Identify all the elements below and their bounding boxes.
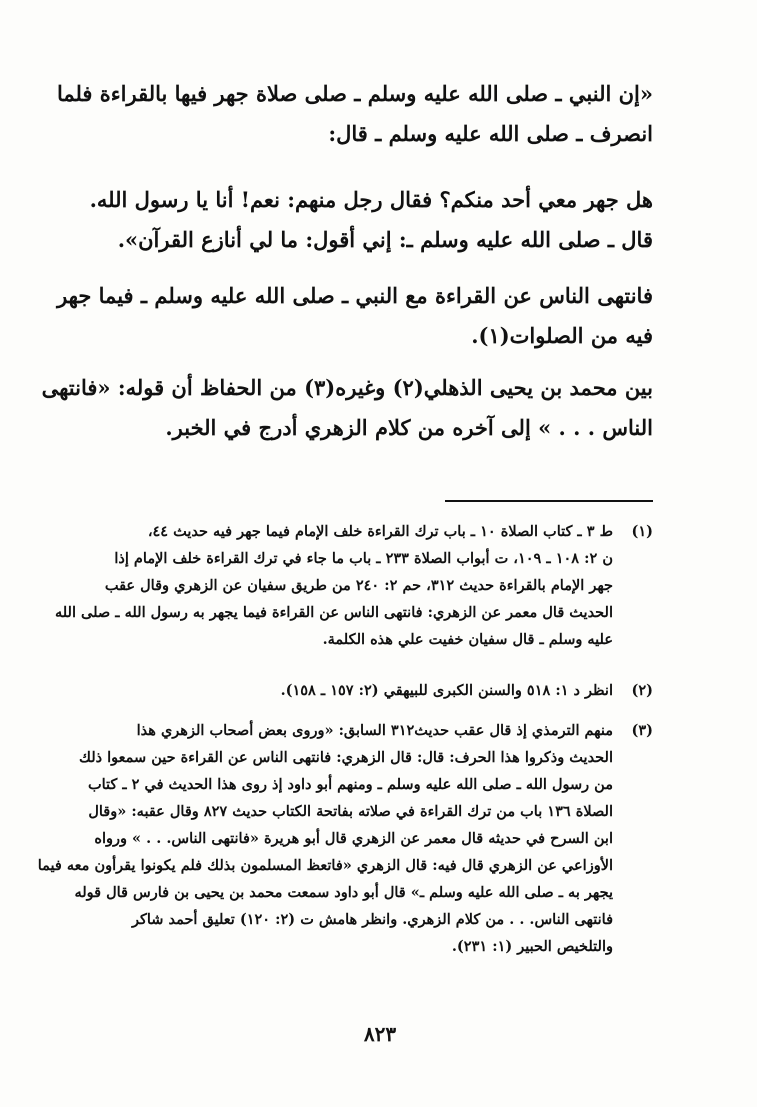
- footnote-line: ابن السرح في حديثه قال معمر عن الزهري قال أبو هريرة «فانتهى الناس. . . » ورواه: [94, 830, 613, 847]
- footnote-number: (٢): [631, 682, 653, 699]
- footnote-line: منهم الترمذي إذ قال عقب حديث٣١٢ السابق: «وروى بعض أصحاب الزهري هذا: [136, 722, 613, 739]
- footnote-line: الصلاة ١٣٦ باب من ترك القراءة في صلاته بفاتحة الكتاب حديث ٨٢٧ وقال عقبه: «وقال: [88, 803, 613, 820]
- page-number: ٨٢٣: [363, 1022, 397, 1046]
- footnote-1: [54, 518, 653, 653]
- footnote-2: [95, 677, 653, 704]
- footnote-line: ط ٣ ـ كتاب الصلاة ١٠ ـ باب ترك القراءة خلف الإمام فيما جهر فيه حديث ٤٤،: [147, 523, 613, 540]
- main-paragraph-1: [56, 74, 653, 154]
- paragraph-line: بين محمد بن يحيى الذهلي(٢) وغيره(٣) من الحفاظ أن قوله: «فانتهى: [41, 375, 653, 400]
- footnote-number: (١): [631, 523, 653, 540]
- footnote-line: انظر د ١: ٥١٨ والسنن الكبرى للبيهقي (٢: ١٥٧ ـ ١٥٨).: [280, 682, 613, 699]
- footnote-3: [37, 717, 653, 960]
- paragraph-line: «إن النبي ـ صلى الله عليه وسلم ـ صلى صلاة جهر فيها بالقراءة فلما: [56, 81, 653, 106]
- footnote-body: [54, 518, 613, 653]
- main-paragraph-2: [90, 180, 653, 260]
- paragraph-line: انصرف ـ صلى الله عليه وسلم ـ قال:: [328, 121, 653, 146]
- footnote-line: الحديث وذكروا هذا الحرف: قال: قال الزهري: فانتهى الناس عن القراءة حين سمعوا ذلك: [78, 749, 613, 766]
- footnote-body: [95, 677, 613, 704]
- footnote-body: [37, 717, 613, 960]
- footnote-divider: [445, 500, 653, 502]
- footnote-line: جهر الإمام بالقراءة حديث ٣١٢، حم ٢: ٢٤٠ من طريق سفيان عن الزهري وقال عقب: [104, 577, 613, 594]
- footnote-line: الحديث قال معمر عن الزهري: فانتهى الناس عن القراءة فيما يجهر به رسول الله ـ صلى الله: [54, 604, 613, 621]
- paragraph-line: الناس . . . » إلى آخره من كلام الزهري أدرج في الخبر.: [165, 415, 653, 440]
- paragraph-line: هل جهر معي أحد منكم؟ فقال رجل منهم: نعم! أنا يا رسول الله.: [89, 187, 653, 212]
- footnote-line: والتلخيص الحبير (١: ٢٣١).: [451, 938, 613, 955]
- main-paragraph-4: [41, 368, 653, 448]
- footnote-line: من رسول الله ـ صلى الله عليه وسلم ـ ومنهم أبو داود إذ روى هذا الحديث في ٢ ـ كتاب: [87, 776, 613, 793]
- footnote-line: فانتهى الناس. . . من كلام الزهري. وانظر هامش ت (٢: ١٢٠) تعليق أحمد شاكر: [131, 911, 613, 928]
- footnote-line: عليه وسلم ـ قال سفيان خفيت علي هذه الكلمة.: [322, 631, 613, 648]
- main-paragraph-3: [57, 276, 653, 356]
- paragraph-line: فانتهى الناس عن القراءة مع النبي ـ صلى الله عليه وسلم ـ فيما جهر: [57, 283, 653, 308]
- footnote-number: (٣): [631, 722, 653, 739]
- footnote-line: ن ٢: ١٠٨ ـ ١٠٩، ت أبواب الصلاة ٢٣٣ ـ باب ما جاء في ترك القراءة خلف الإمام إذا: [114, 550, 613, 567]
- paragraph-line: قال ـ صلى الله عليه وسلم ـ: إني أقول: ما لي أنازع القرآن».: [117, 227, 653, 252]
- footnote-line: الأوزاعي عن الزهري قال فيه: قال الزهري «فاتعظ المسلمون بذلك فلم يكونوا يقرأون معه فيما: [37, 857, 613, 874]
- footnote-line: يجهر به ـ صلى الله عليه وسلم ـ» قال أبو داود سمعت محمد بن يحيى بن فارس قال قوله: [74, 884, 613, 901]
- paragraph-line: فيه من الصلوات(١).: [471, 323, 653, 348]
